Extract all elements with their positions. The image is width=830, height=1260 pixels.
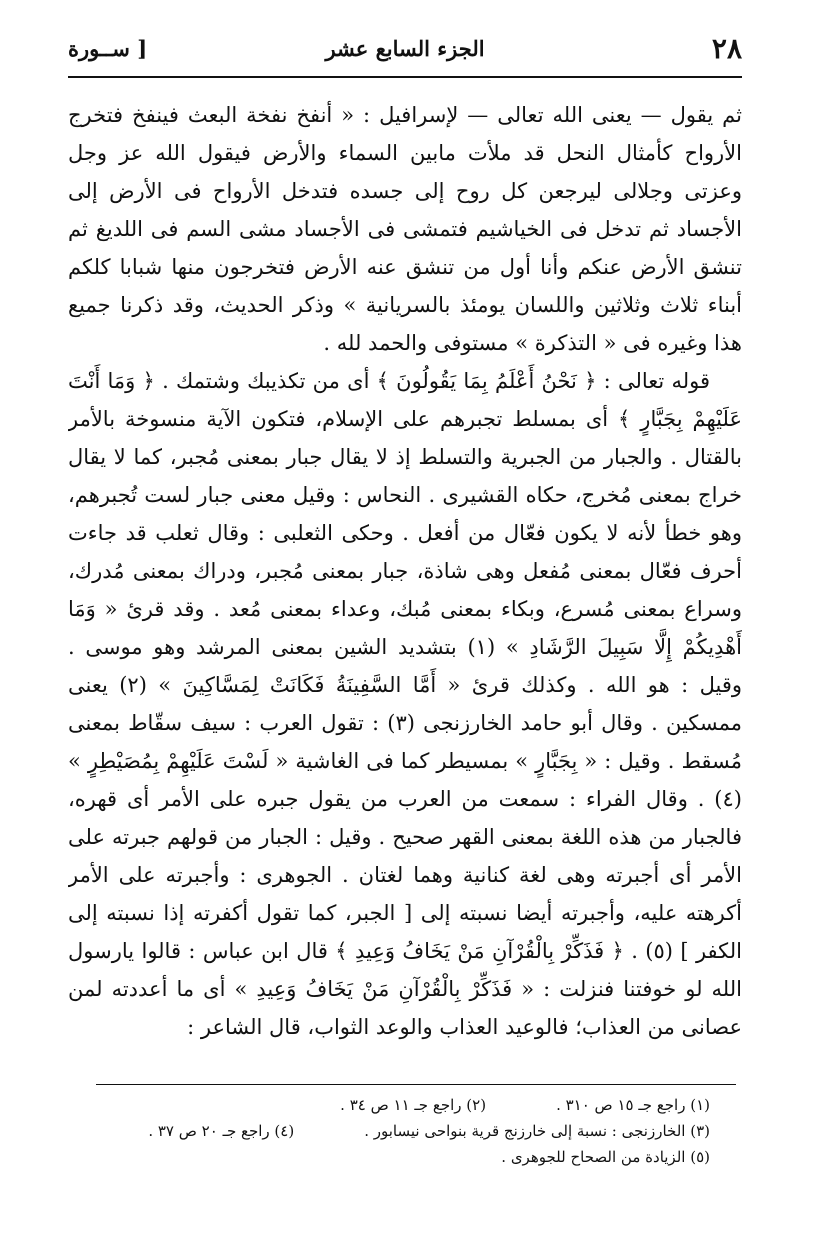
header-rule xyxy=(68,76,742,78)
paragraph: قوله تعالى : ﴿ نَحْنُ أَعْلَمُ بِمَا يَقُولُونَ ﴾ أى من تكذيبك وشتمك . ﴿ وَمَا أَنْتَ عَلَيْهِمْ بِجَبَّارٍ ﴾ أى بمسلط تجبرهم على الإسلام، فتكون الآية منسوخة بالأمر بالقتال . والجبار من الجبرية والتسلط إذ لا يقال جبار بمعنى مُجبر، كما لا يقال خراج بمعنى مُخرج، حكاه القشيرى . النحاس : وقيل معنى جبار لست تُجبرهم، وهو خطأ لأنه لا يكون فعّال من أفعل . وحكى الثعلبى : وقال ثعلب قد جاءت أحرف فعّال بمعنى مُفعل وهى شاذة، جبار بمعنى مُجبر، ودراك بمعنى مُدرك، وسراع بمعنى مُسرع، وبكاء بمعنى مُبك، وعداء بمعنى مُعد . وقد قرئ « وَمَا أَهْدِيكُمْ إِلَّا سَبِيلَ الرَّشَادِ » (١) بتشديد الشين بمعنى المرشد وهو موسى . وقيل : هو الله . وكذلك قرئ « أَمَّا السَّفِينَةُ فَكَانَتْ لِمَسَّاكِينَ » (٢) يعنى ممسكين . وقال أبو حامد الخارزنجى (٣) : تقول العرب : سيف سقّاط بمعنى مُسقط . وقيل : « بِجَبَّارٍ » بمسيطر كما فى الغاشية « لَسْتَ عَلَيْهِمْ بِمُصَيْطِرٍ » (٤) . وقال الفراء : سمعت من العرب من يقول جبره على الأمر أى قهره، فالجبار من هذه اللغة بمعنى القهر صحيح . وقيل : الجبار من قولهم جبرته على الأمر أى أجبرته وهى لغة كنانية وهما لغتان . الجوهرى : وأجبرته على الأمر أكرهته عليه، وأجبرته أيضا نسبته إلى [ الجبر، كما تقول أكفرته إذا نسبته إلى الكفر ] (٥) . ﴿ فَذَكِّرْ بِالْقُرْآنِ مَنْ يَخَافُ وَعِيدِ ﴾ قال ابن عباس : قالوا يارسول الله لو خوفتنا فنزلت : « فَذَكِّرْ بِالْقُرْآنِ مَنْ يَخَافُ وَعِيدِ » أى ما أعددته لمن عصانى من العذاب؛ فالوعيد العذاب والوعد الثواب، قال الشاعر : xyxy=(68,369,742,1039)
footnote-row xyxy=(110,1144,710,1170)
page-header xyxy=(68,28,742,68)
footnote-row xyxy=(110,1118,710,1144)
running-title: الجزء السابع عشر xyxy=(325,35,485,61)
footnote: (٥) الزيادة من الصحاح للجوهرى . xyxy=(501,1148,710,1166)
surah-label: [ ســورة xyxy=(68,35,148,61)
footnotes xyxy=(110,1092,710,1170)
footnote-rule xyxy=(96,1084,736,1085)
footnote: (٣) الخارزنجى : نسبة إلى خارزنج قرية بنواحى نيسابور . xyxy=(364,1122,710,1140)
footnote: (٤) راجع جـ ٢٠ ص ٣٧ . xyxy=(148,1122,295,1140)
main-text xyxy=(68,96,742,1064)
footnote-row xyxy=(110,1092,710,1118)
paragraph: ثم يقول — يعنى الله تعالى — لإسرافيل : « أنفخ نفخة البعث فينفخ فتخرج الأرواح كأمثال النحل قد ملأت مابين السماء والأرض فيقول الله عز وجل وعزتى وجلالى ليرجعن كل روح إلى جسده فتدخل الأرواح فى الأرض إلى الأجساد ثم تدخل فى الخياشيم فتمشى فى الأجساد مشى السم فى اللديغ ثم تنشق الأرض عنكم وأنا أول من تنشق عنه الأرض فتخرجون منها شبابا كلكم أبناء ثلاث وثلاثين واللسان يومئذ بالسريانية » وذكر الحديث، وقد ذكرنا جميع هذا وغيره فى « التذكرة » مستوفى والحمد لله . xyxy=(68,103,742,355)
footnote: (١) راجع جـ ١٥ ص ٣١٠ . xyxy=(556,1096,710,1114)
footnote: (٢) راجع جـ ١١ ص ٣٤ . xyxy=(340,1096,487,1114)
page-number: ٢٨ xyxy=(711,31,742,65)
